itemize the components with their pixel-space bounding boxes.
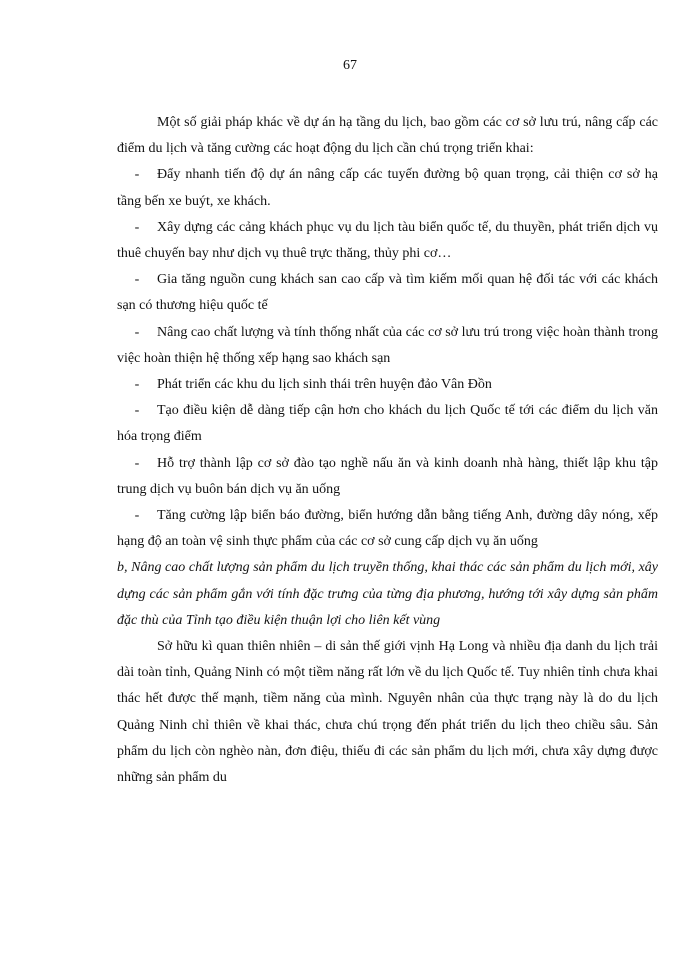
bullet-item (117, 451, 658, 503)
dash-marker: - (134, 167, 140, 183)
bullet-text: Xây dựng các cảng khách phục vụ du lịch tàu biển quốc tế, du thuyền, phát triển dịch vụ thuê chuyến bay như dịch vụ thuê trực thăng, thủy phi cơ… (117, 219, 658, 262)
bullet-item (117, 267, 658, 319)
dash-marker: - (134, 508, 140, 524)
bullet-text: Gia tăng nguồn cung khách san cao cấp và tìm kiếm mối quan hệ đối tác với các khách sạn có thương hiệu quốc tế (117, 272, 658, 314)
bullet-item (117, 162, 658, 214)
page-number: 67 (343, 58, 357, 73)
bullet-item (117, 215, 658, 267)
dash-marker: - (134, 455, 140, 471)
bullet-text: Tạo điều kiện dễ dàng tiếp cận hơn cho khách du lịch Quốc tế tới các điểm du lịch văn hóa trọng điểm (117, 403, 658, 445)
dash-marker: - (134, 324, 140, 340)
dash-marker: - (134, 272, 140, 288)
bullet-item (117, 320, 658, 372)
dash-marker: - (134, 403, 140, 419)
bullet-text: Hỗ trợ thành lập cơ sở đào tạo nghề nấu ăn và kinh doanh nhà hàng, thiết lập khu tập trung dịch vụ buôn bán dịch vụ ăn uống (117, 455, 658, 497)
dash-marker: - (134, 377, 140, 393)
bullet-item (117, 503, 658, 555)
section-heading: b, Nâng cao chất lượng sản phẩm du lịch truyền thống, khai thác các sản phẩm du lịch mới, xây dựng các sản phẩm gắn với tính đặc trưng của từng địa phương, hướng tới xây dựng sản phẩm đặc thù của Tỉnh tạo điều kiện thuận lợi cho liên kết vùng (117, 560, 658, 628)
bullet-text: Đẩy nhanh tiến độ dự án nâng cấp các tuyến đường bộ quan trọng, cải thiện cơ sở hạ tầng bến xe buýt, xe khách. (117, 167, 658, 209)
bullet-text: Phát triển các khu du lịch sinh thái trên huyện đảo Vân Đồn (157, 377, 492, 393)
document-body (117, 110, 658, 791)
bullet-item (117, 398, 658, 450)
bullet-text: Tăng cường lập biển báo đường, biển hướng dẫn bằng tiếng Anh, đường dây nóng, xếp hạng độ an toàn vệ sinh thực phẩm của các cơ sở cung cấp dịch vụ ăn uống (117, 508, 658, 550)
dash-marker: - (134, 219, 140, 235)
bullet-text: Nâng cao chất lượng và tính thống nhất của các cơ sở lưu trú trong việc hoàn thành trong việc hoàn thiện hệ thống xếp hạng sao khách sạn (117, 324, 658, 366)
closing-paragraph: Sở hữu kì quan thiên nhiên – di sản thế giới vịnh Hạ Long và nhiều địa danh du lịch trải dài toàn tỉnh, Quảng Ninh có một tiềm năng rất lớn về du lịch Quốc tế. Tuy nhiên tỉnh chưa khai thác hết được thế mạnh, tiềm năng của mình. Nguyên nhân của thực trạng này là do du lịch Quảng Ninh chỉ thiên về khai thác, chưa chú trọng đến phát triển du lịch theo chiều sâu. Sản phẩm du lịch còn nghèo nàn, đơn điệu, thiếu đi các sản phẩm du lịch mới, chưa xây dựng được những sản phẩm du (117, 639, 658, 786)
intro-paragraph: Một số giải pháp khác về dự án hạ tầng du lịch, bao gồm các cơ sở lưu trú, nâng cấp các điểm du lịch và tăng cường các hoạt động du lịch cần chú trọng triển khai: (117, 115, 658, 157)
bullet-item (117, 372, 658, 398)
